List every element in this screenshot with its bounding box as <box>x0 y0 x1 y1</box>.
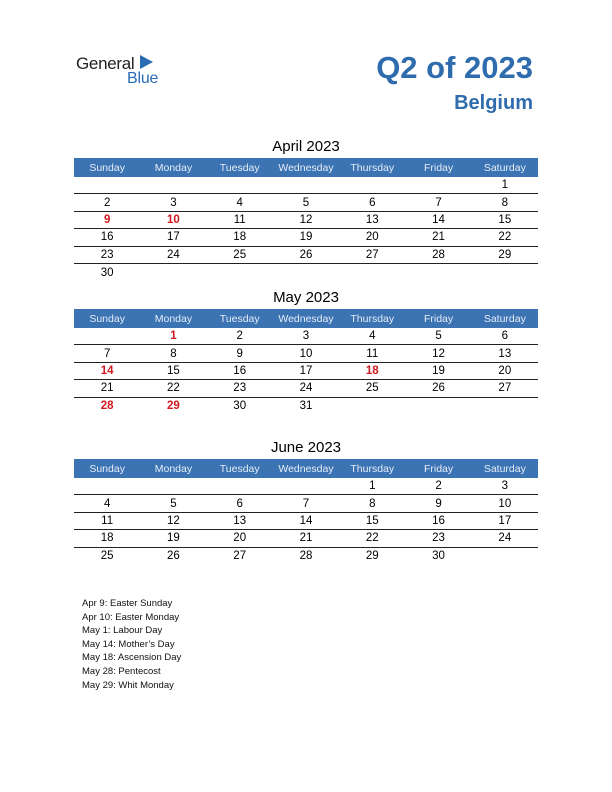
day-cell: 21 <box>432 231 445 244</box>
day-cell: 14 <box>299 514 313 527</box>
day-cell: 17 <box>299 364 313 377</box>
day-cell: 11 <box>101 514 114 527</box>
month-may <box>74 287 538 415</box>
week-row <box>74 495 538 512</box>
day-cell: 29 <box>365 550 379 563</box>
week-row <box>74 513 538 530</box>
day-cell: 22 <box>167 382 180 395</box>
day-cell: 4 <box>103 497 111 510</box>
country-name: Belgium <box>454 92 533 114</box>
day-cell: 8 <box>501 196 509 209</box>
day-cell: 15 <box>167 364 180 377</box>
day-cell: 21 <box>299 532 313 545</box>
day-cell: 16 <box>432 514 445 527</box>
weekday-label: Tuesday <box>219 312 260 325</box>
week-row <box>74 345 538 362</box>
day-cell: 22 <box>498 231 512 244</box>
month-title: June 2023 <box>270 439 342 456</box>
day-cell: 26 <box>432 382 445 395</box>
day-cell: 18 <box>365 364 379 377</box>
day-cell: 7 <box>302 497 310 510</box>
weekday-label: Sunday <box>89 161 125 174</box>
day-cell: 15 <box>365 514 379 527</box>
month-title: May 2023 <box>273 289 339 306</box>
holiday-notes <box>82 597 181 692</box>
weekday-label: Friday <box>423 312 454 325</box>
day-cell: 29 <box>167 400 180 413</box>
week-row <box>74 212 538 229</box>
day-cell: 6 <box>369 196 376 209</box>
weekday-label: Wednesday <box>278 161 334 174</box>
weekday-label: Wednesday <box>278 462 334 475</box>
day-cell: 2 <box>435 480 442 493</box>
day-cell: 20 <box>233 532 247 545</box>
weekday-label: Thursday <box>350 462 395 475</box>
week-row <box>74 530 538 547</box>
month-title: April 2023 <box>272 138 340 155</box>
day-cell: 16 <box>100 231 114 244</box>
page-title: Q2 of 2023 <box>376 50 533 85</box>
day-cell: 5 <box>170 497 177 510</box>
day-cell: 8 <box>170 347 177 360</box>
day-cell: 4 <box>236 196 243 209</box>
day-cell: 17 <box>167 231 180 244</box>
weekday-header <box>74 459 538 478</box>
day-cell: 8 <box>369 497 376 510</box>
day-cell: 25 <box>100 550 114 563</box>
day-cell: 12 <box>432 347 445 360</box>
weekday-label: Monday <box>154 161 193 174</box>
weekday-label: Monday <box>154 462 193 475</box>
day-cell: 23 <box>432 532 445 545</box>
day-cell: 3 <box>302 330 310 343</box>
day-cell: 12 <box>299 213 313 226</box>
day-cell: 30 <box>233 400 247 413</box>
day-cell: 28 <box>100 400 114 413</box>
day-cell: 3 <box>170 196 177 209</box>
day-cell: 27 <box>233 550 247 563</box>
week-row <box>74 328 538 345</box>
day-cell: 19 <box>432 364 445 377</box>
day-cell: 24 <box>167 248 180 261</box>
day-cell: 10 <box>167 213 180 226</box>
day-cell: 23 <box>100 248 114 261</box>
logo-flag-icon <box>140 55 153 69</box>
logo-general-text: General <box>76 54 135 73</box>
day-cell: 27 <box>498 382 512 395</box>
day-cell: 26 <box>167 550 180 563</box>
weekday-label: Tuesday <box>219 161 260 174</box>
day-cell: 13 <box>233 514 247 527</box>
weekday-label: Tuesday <box>219 462 260 475</box>
logo-blue-text: Blue <box>127 70 159 87</box>
day-cell: 9 <box>435 497 442 510</box>
holiday-note: May 1: Labour Day <box>82 625 163 637</box>
weekday-label: Saturday <box>483 161 526 174</box>
week-row <box>74 264 538 281</box>
holiday-note: Apr 9: Easter Sunday <box>82 598 173 609</box>
week-row <box>74 380 538 397</box>
day-cell: 26 <box>299 248 313 261</box>
day-cell: 27 <box>365 248 379 261</box>
day-cell: 1 <box>501 179 509 192</box>
weekday-header <box>74 158 538 177</box>
holiday-note: May 14: Mother’s Day <box>82 638 175 650</box>
weekday-label: Thursday <box>350 161 395 174</box>
day-cell: 10 <box>498 497 512 510</box>
day-cell: 7 <box>435 196 442 209</box>
day-cell: 1 <box>170 330 177 343</box>
day-cell: 23 <box>233 382 247 395</box>
day-cell: 17 <box>498 514 512 527</box>
day-cell: 20 <box>498 364 512 377</box>
day-cell: 30 <box>432 550 445 563</box>
day-cell: 16 <box>233 364 247 377</box>
weekday-label: Wednesday <box>278 312 334 325</box>
day-cell: 4 <box>369 330 376 343</box>
weekday-label: Saturday <box>483 312 526 325</box>
day-cell: 2 <box>103 196 111 209</box>
day-cell: 9 <box>236 347 243 360</box>
day-cell: 24 <box>498 532 512 545</box>
day-cell: 25 <box>365 382 379 395</box>
day-cell: 18 <box>233 231 247 244</box>
day-cell: 22 <box>365 532 379 545</box>
day-cell: 9 <box>103 213 111 226</box>
day-cell: 7 <box>103 347 111 360</box>
month-june <box>74 437 538 565</box>
day-cell: 6 <box>501 330 509 343</box>
weekday-header <box>74 309 538 328</box>
holiday-note: May 18: Ascension Day <box>82 652 182 664</box>
day-cell: 13 <box>365 213 379 226</box>
day-cell: 25 <box>233 248 247 261</box>
day-cell: 6 <box>236 497 243 510</box>
day-cell: 5 <box>435 330 442 343</box>
day-cell: 14 <box>100 364 114 377</box>
week-row <box>74 478 538 495</box>
holiday-note: May 29: Whit Monday <box>82 679 174 691</box>
day-cell: 11 <box>233 213 246 226</box>
day-cell: 19 <box>299 231 313 244</box>
day-cell: 5 <box>302 196 310 209</box>
week-row <box>74 398 538 415</box>
day-cell: 3 <box>501 480 509 493</box>
holiday-note: May 28: Pentecost <box>82 665 161 677</box>
day-cell: 18 <box>100 532 114 545</box>
week-row <box>74 363 538 380</box>
day-cell: 21 <box>100 382 114 395</box>
week-row <box>74 177 538 194</box>
day-cell: 10 <box>299 347 313 360</box>
weekday-label: Monday <box>154 312 193 325</box>
holiday-note: Apr 10: Easter Monday <box>82 611 180 623</box>
day-cell: 13 <box>498 347 512 360</box>
day-cell: 2 <box>236 330 243 343</box>
day-cell: 19 <box>167 532 180 545</box>
week-row <box>74 247 538 264</box>
day-cell: 1 <box>369 480 376 493</box>
day-cell: 28 <box>299 550 313 563</box>
week-row <box>74 229 538 246</box>
day-cell: 12 <box>167 514 180 527</box>
weekday-label: Thursday <box>350 312 395 325</box>
day-cell: 30 <box>100 266 114 279</box>
logo <box>76 52 176 88</box>
day-cell: 15 <box>498 213 512 226</box>
month-april <box>74 136 538 281</box>
day-cell: 29 <box>498 248 512 261</box>
weekday-label: Friday <box>423 161 454 174</box>
day-cell: 20 <box>365 231 379 244</box>
day-cell: 24 <box>299 382 313 395</box>
day-cell: 11 <box>366 347 379 360</box>
day-cell: 31 <box>299 400 313 413</box>
week-row <box>74 194 538 211</box>
day-cell: 28 <box>432 248 445 261</box>
weekday-label: Friday <box>423 462 454 475</box>
week-row <box>74 548 538 565</box>
weekday-label: Sunday <box>89 312 125 325</box>
weekday-label: Saturday <box>483 462 526 475</box>
weekday-label: Sunday <box>89 462 125 475</box>
day-cell: 14 <box>432 213 445 226</box>
